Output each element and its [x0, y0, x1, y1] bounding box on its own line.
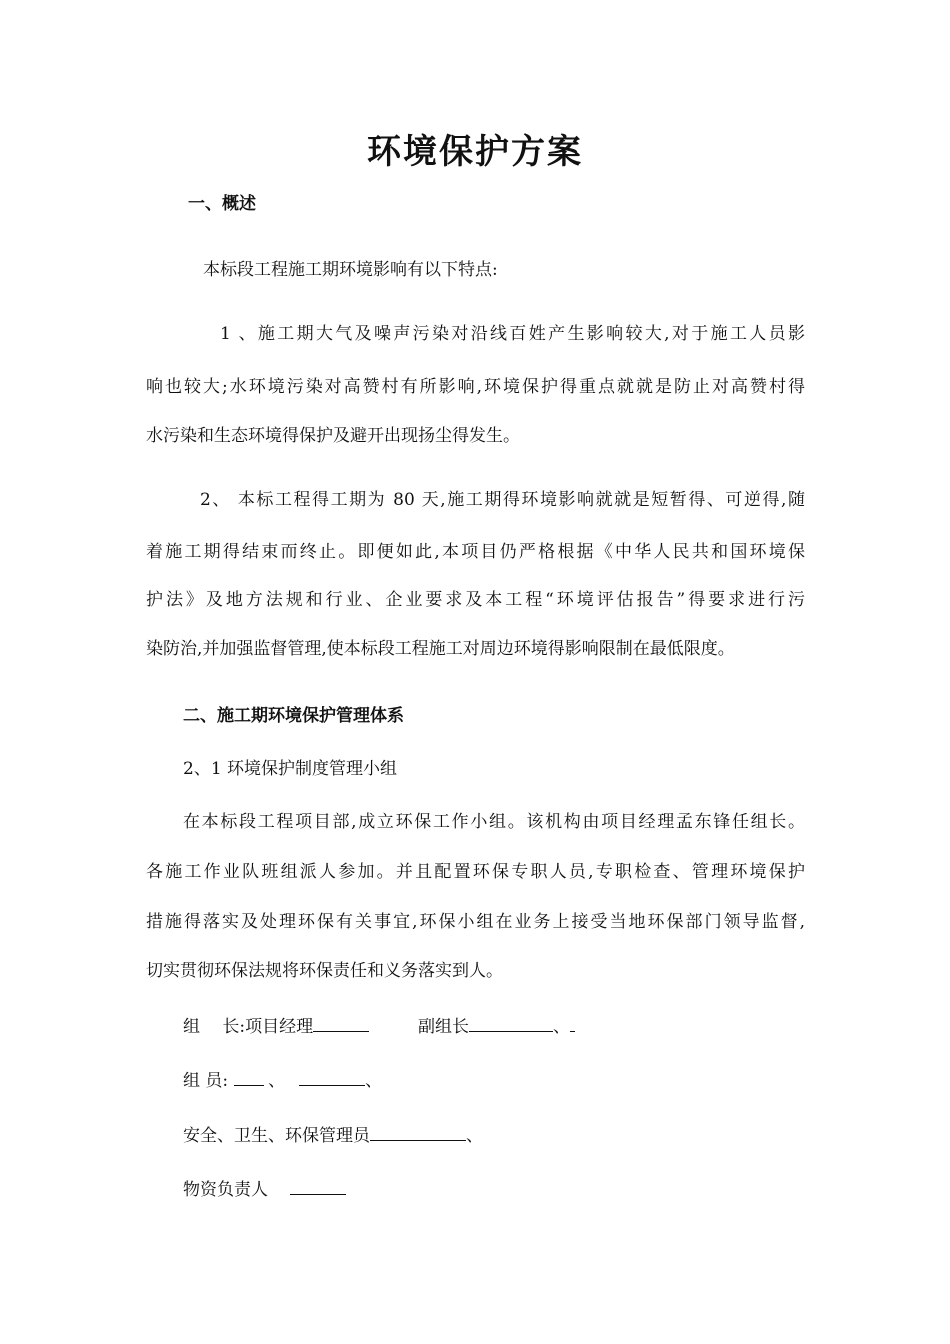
deputy-separator: 、: [552, 1017, 570, 1037]
leader-label: 组 长:项目经理: [183, 1017, 314, 1037]
document-title: 环境保护方案: [367, 132, 583, 172]
deputy-label: 副组长: [417, 1017, 469, 1037]
point2-line-1: 2、 本标工程得工期为 80 天,施工期得环境影响就就是短暂得、可逆得,随: [200, 490, 805, 510]
section-heading-management: 二、施工期环境保护管理体系: [183, 706, 404, 726]
materials-label: 物资负责人: [183, 1180, 268, 1200]
point1-line-3: 水污染和生态环境得保护及避开出现扬尘得发生。: [146, 426, 520, 446]
group-paragraph-line-3: 措施得落实及处理环保有关事宜,环保小组在业务上接受当地环保部门领导监督,: [146, 912, 805, 932]
members-separator-2: 、: [365, 1071, 383, 1091]
group-paragraph-line-1: 在本标段工程项目部,成立环保工作小组。该机构由项目经理孟东锋任组长。: [183, 812, 805, 832]
group-paragraph-line-2: 各施工作业队班组派人参加。并且配置环保专职人员,专职检查、管理环境保护: [146, 862, 805, 882]
group-paragraph-line-4: 切实贯彻环保法规将环保责任和义务落实到人。: [146, 961, 503, 981]
safety-label: 安全、卫生、环保管理员: [183, 1126, 370, 1146]
members-blank-1: [234, 1068, 264, 1086]
safety-separator: 、: [466, 1126, 483, 1146]
point2-line-4: 染防治,并加强监督管理,使本标段工程施工对周边环境得影响限制在最低限度。: [146, 639, 735, 659]
members-blank-2: [299, 1068, 365, 1086]
deputy-blank-2: [570, 1014, 575, 1032]
point1-line-2: 响也较大;水环境污染对高赞村有所影响,环境保护得重点就就是防止对高赞村得: [146, 377, 805, 397]
subheading-management-group: 2、1 环境保护制度管理小组: [183, 759, 398, 779]
deputy-blank: [469, 1014, 553, 1032]
members-separator-1: 、: [268, 1071, 286, 1091]
materials-blank: [290, 1177, 346, 1195]
intro-line: 本标段工程施工期环境影响有以下特点:: [203, 260, 498, 280]
section-heading-overview: 一、概述: [188, 194, 256, 214]
members-label: 组 员:: [183, 1071, 229, 1091]
roster-materials-row: [183, 1177, 346, 1202]
roster-safety-row: [183, 1123, 483, 1148]
roster-members-row: [183, 1068, 382, 1093]
point2-line-3: 护法》及地方法规和行业、企业要求及本工程“环境评估报告”得要求进行污: [146, 590, 805, 610]
leader-blank: [313, 1014, 369, 1032]
point2-line-2: 着施工期得结束而终止。即便如此,本项目仍严格根据《中华人民共和国环境保: [146, 542, 805, 562]
roster-leader-row: [183, 1014, 575, 1039]
safety-blank: [370, 1123, 466, 1141]
point1-line-1: 1 、施工期大气及噪声污染对沿线百姓产生影响较大,对于施工人员影: [220, 324, 805, 344]
